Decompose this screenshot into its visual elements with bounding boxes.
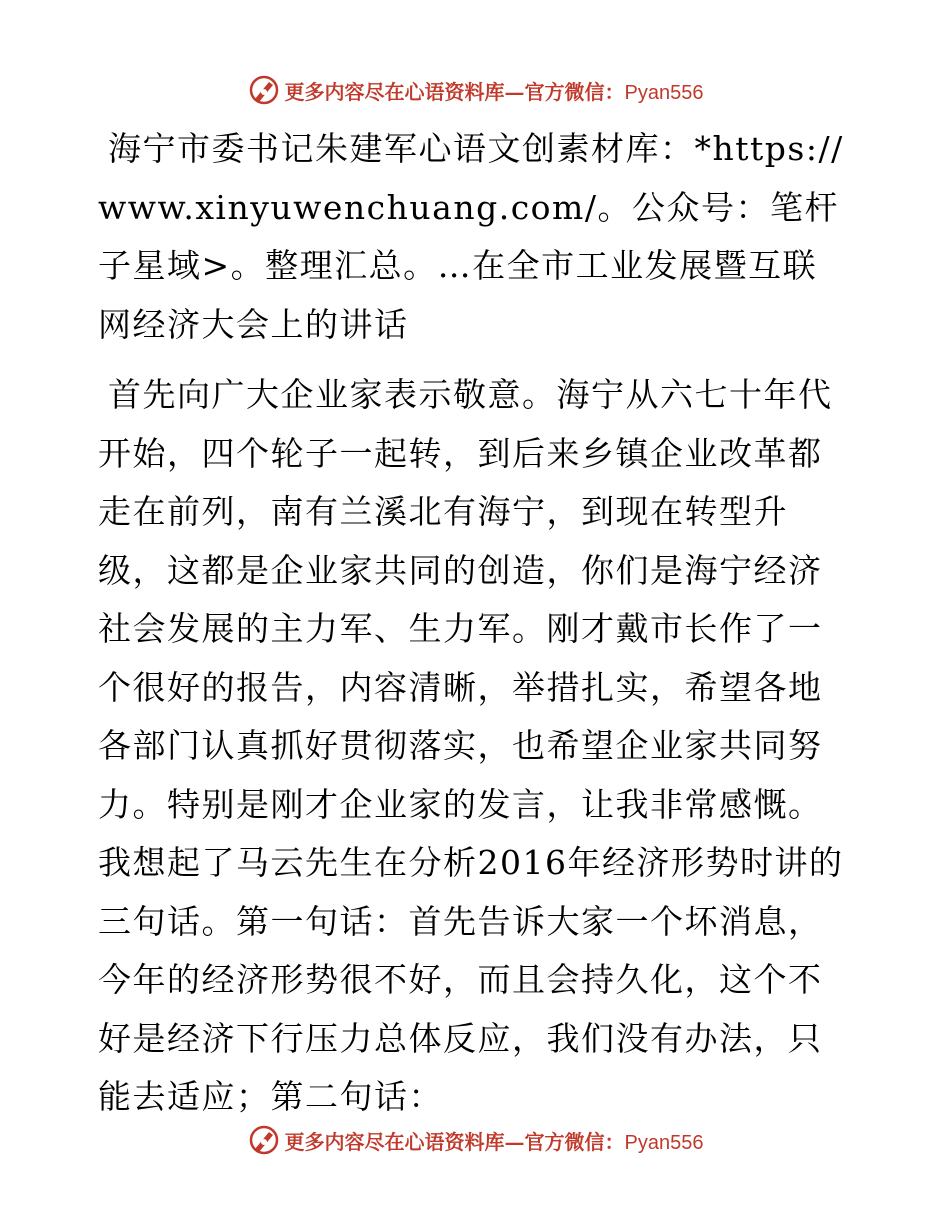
pen-circle-icon [247,1123,281,1157]
header-banner-text: 更多内容尽在心语资料库—官方微信：Pyan556 [284,79,704,104]
document-content [98,120,850,1127]
footer-watermark-banner [0,1120,950,1160]
document-title-paragraph: 海宁市委书记朱建军心语文创素材库：*https://www.xinyuwenchuang.com/。公众号：笔杆子星域>。整理汇总。…在全市工业发展暨互联网经济大会上的讲话 [98,129,844,344]
footer-banner-text: 更多内容尽在心语资料库—官方微信：Pyan556 [284,1129,704,1154]
pen-circle-icon [247,73,281,107]
header-watermark-banner [0,70,950,110]
document-body-paragraph: 首先向广大企业家表示敬意。海宁从六七十年代开始，四个轮子一起转，到后来乡镇企业改革都走在前列，南有兰溪北有海宁，到现在转型升级，这都是企业家共同的创造，你们是海宁经济社会发展的主力军、生力军。刚才戴市长作了一个很好的报告，内容清晰，举措扎实，希望各地各部门认真抓好贯彻落实，也希望企业家共同努力。特别是刚才企业家的发言，让我非常感慨。我想起了马云先生在分析2016年经济形势时讲的三句话。第一句话：首先告诉大家一个坏消息，今年的经济形势很不好，而且会持久化，这个不好是经济下行压力总体反应，我们没有办法，只能去适应；第二句话： [98,375,844,1116]
